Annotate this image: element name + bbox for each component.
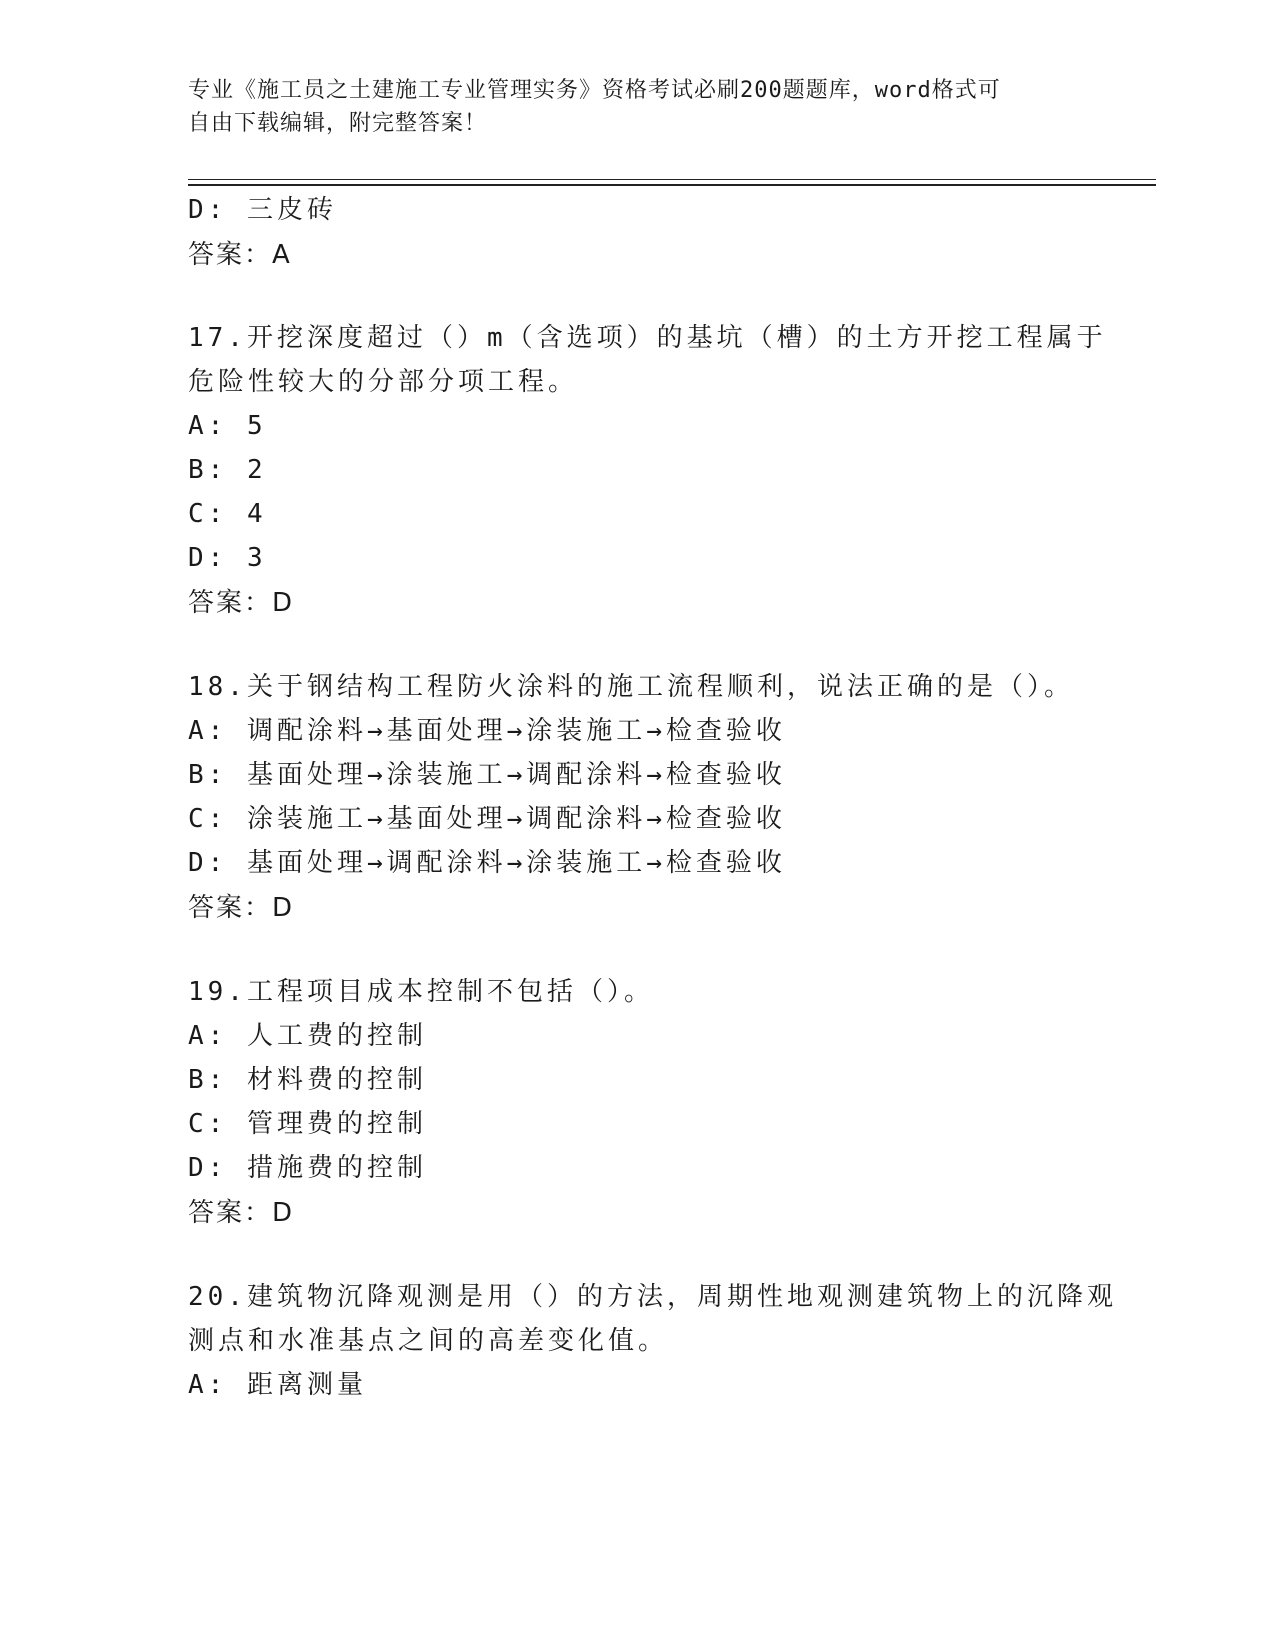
option-a: A: 距离测量 xyxy=(188,1370,367,1400)
question-19-stem: 19.工程项目成本控制不包括（）。 xyxy=(188,977,654,1007)
option-b: B: 2 xyxy=(188,455,267,485)
option-c: C: 管理费的控制 xyxy=(188,1109,427,1139)
option-c: C: 4 xyxy=(188,499,267,529)
header-line-1: 专业《施工员之土建施工专业管理实务》资格考试必刷200题题库，word格式可 xyxy=(188,78,1001,103)
header-divider-thick xyxy=(188,184,1156,186)
answer-text: 答案：D xyxy=(188,1198,295,1228)
answer-text: 答案：A xyxy=(188,240,292,270)
header-line-2: 自由下载编辑，附完整答案！ xyxy=(188,111,488,136)
option-a: A: 人工费的控制 xyxy=(188,1021,427,1051)
question-20-stem: 20.建筑物沉降观测是用（）的方法，周期性地观测建筑物上的沉降观 xyxy=(188,1282,1117,1312)
option-d: D: 3 xyxy=(188,543,267,573)
document-header xyxy=(188,74,1088,140)
option-a: A: 5 xyxy=(188,411,267,441)
header-divider-thin xyxy=(188,179,1156,180)
option-c: C: 涂装施工→基面处理→调配涂料→检查验收 xyxy=(188,804,786,834)
option-b: B: 材料费的控制 xyxy=(188,1065,427,1095)
question-17-stem-cont: 危险性较大的分部分项工程。 xyxy=(188,367,579,397)
question-20-stem-cont: 测点和水准基点之间的高差变化值。 xyxy=(188,1326,669,1356)
option-d: D: 措施费的控制 xyxy=(188,1153,427,1183)
option-b: B: 基面处理→涂装施工→调配涂料→检查验收 xyxy=(188,760,786,790)
option-a: A: 调配涂料→基面处理→涂装施工→检查验收 xyxy=(188,716,786,746)
answer-text: 答案：D xyxy=(188,588,295,618)
option-d: D: 三皮砖 xyxy=(188,195,337,225)
question-18-stem: 18.关于钢结构工程防火涂料的施工流程顺利，说法正确的是（）。 xyxy=(188,672,1074,702)
answer-text: 答案：D xyxy=(188,893,295,923)
option-d: D: 基面处理→调配涂料→涂装施工→检查验收 xyxy=(188,848,786,878)
question-17-stem: 17.开挖深度超过（）m（含选项）的基坑（槽）的土方开挖工程属于 xyxy=(188,323,1107,353)
